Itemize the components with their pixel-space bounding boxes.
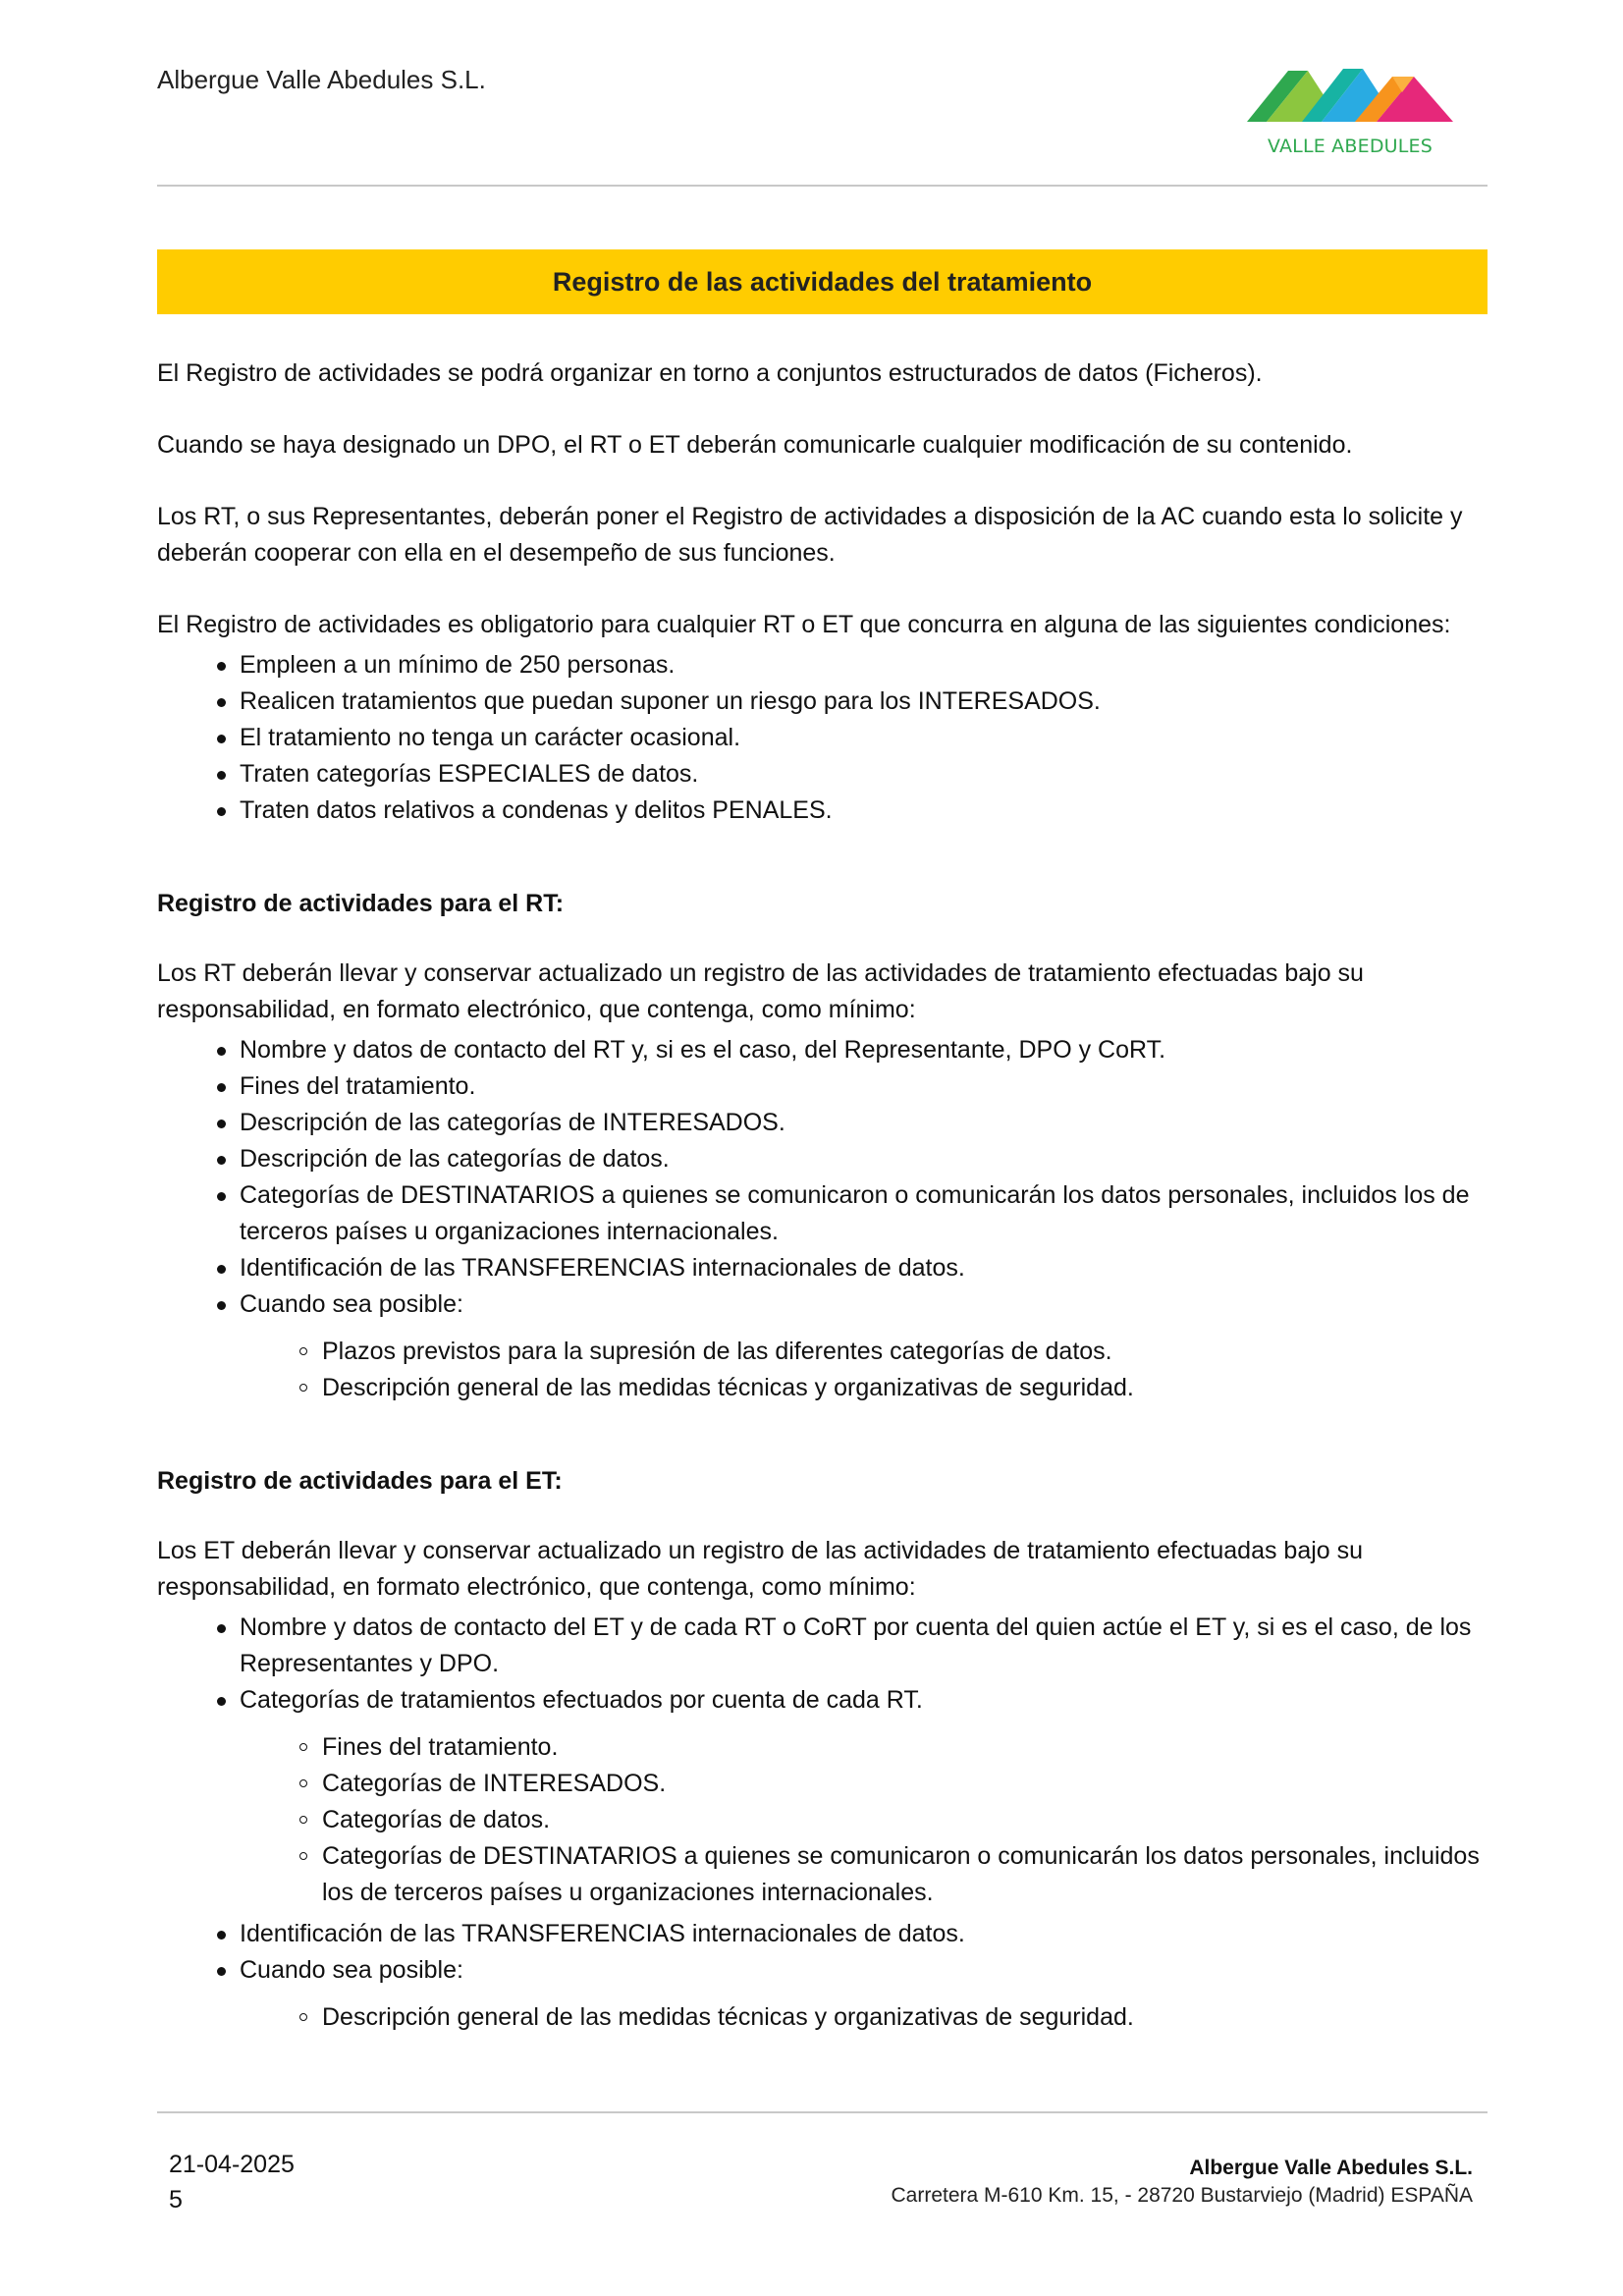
logo-wordmark: VALLE ABEDULES xyxy=(1267,136,1434,157)
list-item: Identificación de las TRANSFERENCIAS internacionales de datos. xyxy=(240,1916,1488,1952)
et-categories-sublist xyxy=(240,1729,1488,1911)
sub-list-item: Descripción general de las medidas técnicas y organizativas de seguridad. xyxy=(322,1370,1488,1406)
sub-list-item: Fines del tratamiento. xyxy=(322,1729,1488,1766)
list-item: Identificación de las TRANSFERENCIAS internacionales de datos. xyxy=(240,1250,1488,1286)
sub-list-item: Categorías de DESTINATARIOS a quienes se comunicaron o comunicarán los datos personales, incluidos los de terceros países u organizaciones internacionales. xyxy=(322,1838,1488,1911)
list-item xyxy=(240,1286,1488,1406)
paragraph: El Registro de actividades se podrá organizar en torno a conjuntos estructurados de datos (Ficheros). xyxy=(157,359,1263,387)
et-requirements-list xyxy=(157,1610,1488,2036)
list-item: Traten categorías ESPECIALES de datos. xyxy=(240,756,1488,793)
et-section-heading: Registro de actividades para el ET: xyxy=(157,1467,563,1495)
mountains-logo-icon xyxy=(1245,63,1455,136)
paragraph: Los ET deberán llevar y conservar actualizado un registro de las actividades de tratamiento efectuadas bajo su responsabilidad, en formato electrónico, que contenga, como mínimo: xyxy=(157,1537,1364,1601)
sub-list-item: Descripción general de las medidas técnicas y organizativas de seguridad. xyxy=(322,1999,1488,2036)
rt-sublist xyxy=(240,1334,1488,1406)
sub-list-item: Categorías de INTERESADOS. xyxy=(322,1766,1488,1802)
paragraph: Los RT, o sus Representantes, deberán poner el Registro de actividades a disposición de la AC cuando esta lo solicite y deberán cooperar con ella en el desempeño de sus funciones. xyxy=(157,503,1463,567)
sub-list-item: Categorías de datos. xyxy=(322,1802,1488,1838)
header-divider xyxy=(157,185,1488,187)
list-item-text: Cuando sea posible: xyxy=(240,1956,463,1984)
list-item: Realicen tratamientos que puedan suponer un riesgo para los INTERESADOS. xyxy=(240,683,1488,720)
list-item: Nombre y datos de contacto del ET y de cada RT o CoRT por cuenta del quien actúe el ET y, si es el caso, de los Representantes y DPO. xyxy=(240,1610,1488,1682)
rt-section-heading: Registro de actividades para el RT: xyxy=(157,890,565,917)
list-item: Categorías de DESTINATARIOS a quienes se comunicaron o comunicarán los datos personales, incluidos los de terceros países u organizaciones internacionales. xyxy=(240,1177,1488,1250)
paragraph: Los RT deberán llevar y conservar actualizado un registro de las actividades de tratamiento efectuadas bajo su responsabilidad, en formato electrónico, que contenga, como mínimo: xyxy=(157,959,1364,1023)
footer-divider xyxy=(157,2111,1488,2113)
list-item: Fines del tratamiento. xyxy=(240,1068,1488,1105)
list-item xyxy=(240,1952,1488,2036)
list-item: Nombre y datos de contacto del RT y, si es el caso, del Representante, DPO y CoRT. xyxy=(240,1032,1488,1068)
paragraph: El Registro de actividades es obligatorio para cualquier RT o ET que concurra en alguna de las siguientes condiciones: xyxy=(157,611,1451,638)
company-logo xyxy=(1245,63,1455,165)
page-number: 5 xyxy=(169,2186,183,2214)
list-item-text: Categorías de tratamientos efectuados por cuenta de cada RT. xyxy=(240,1686,923,1714)
footer-date: 21-04-2025 xyxy=(169,2151,295,2178)
list-item: Traten datos relativos a condenas y delitos PENALES. xyxy=(240,793,1488,829)
list-item: Descripción de las categorías de INTERESADOS. xyxy=(240,1105,1488,1141)
company-name-header: Albergue Valle Abedules S.L. xyxy=(157,65,486,94)
document-body xyxy=(157,355,1488,2041)
section-title-banner: Registro de las actividades del tratamiento xyxy=(157,249,1488,314)
sub-list-item: Plazos previstos para la supresión de las diferentes categorías de datos. xyxy=(322,1334,1488,1370)
rt-requirements-list xyxy=(157,1032,1488,1406)
conditions-list xyxy=(157,647,1488,829)
footer-address: Carretera M-610 Km. 15, - 28720 Bustarviejo (Madrid) ESPAÑA xyxy=(891,2184,1473,2207)
paragraph: Cuando se haya designado un DPO, el RT o ET deberán comunicarle cualquier modificación de su contenido. xyxy=(157,431,1353,459)
footer-company-name: Albergue Valle Abedules S.L. xyxy=(1189,2157,1473,2179)
list-item-text: Cuando sea posible: xyxy=(240,1290,463,1318)
list-item xyxy=(240,1682,1488,1911)
list-item: El tratamiento no tenga un carácter ocasional. xyxy=(240,720,1488,756)
list-item: Descripción de las categorías de datos. xyxy=(240,1141,1488,1177)
list-item: Empleen a un mínimo de 250 personas. xyxy=(240,647,1488,683)
et-possible-sublist xyxy=(240,1999,1488,2036)
